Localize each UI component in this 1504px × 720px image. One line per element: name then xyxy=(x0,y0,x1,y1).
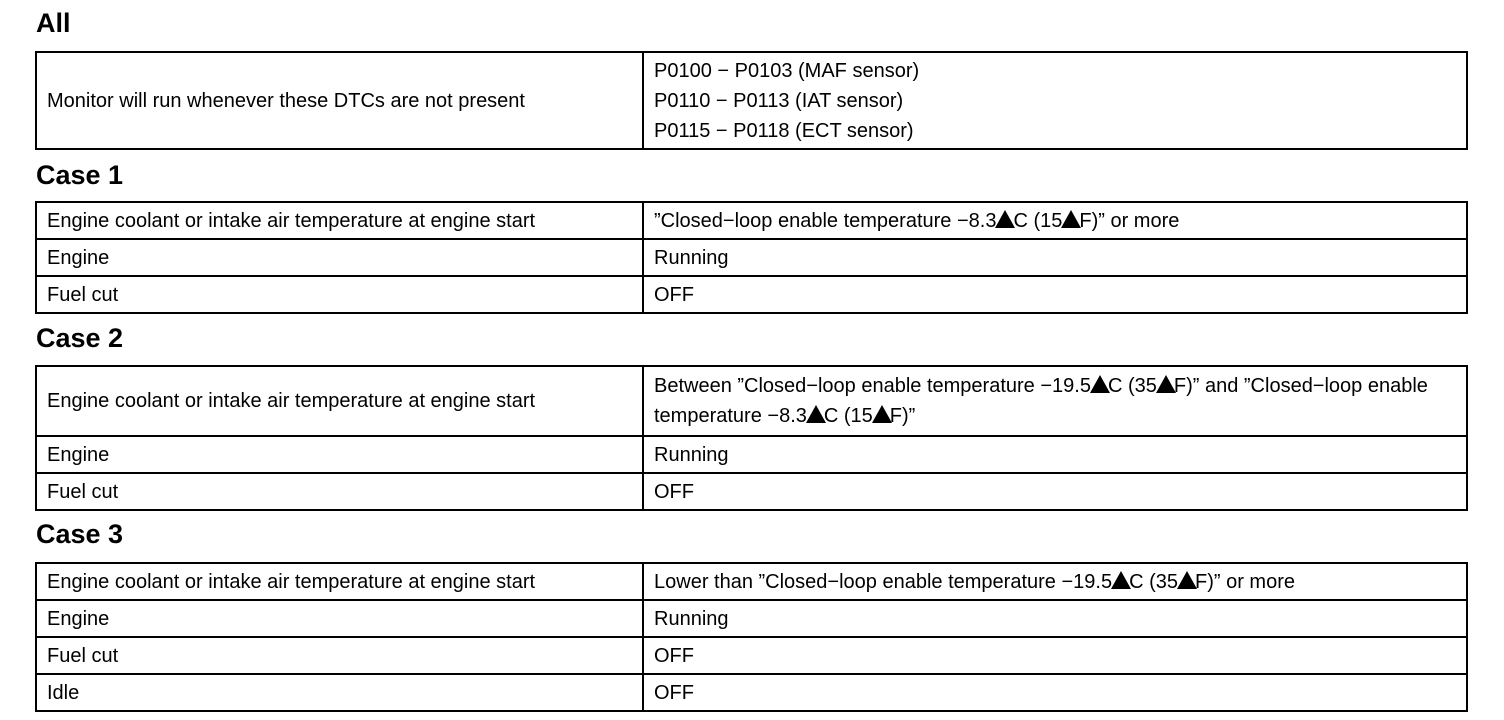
condition-label: Fuel cut xyxy=(36,473,643,510)
table-row xyxy=(36,52,1467,149)
condition-label: Engine xyxy=(36,436,643,473)
condition-value: Running xyxy=(643,600,1467,637)
condition-value: OFF xyxy=(643,637,1467,674)
conditions-table-all xyxy=(35,51,1468,150)
table-row xyxy=(36,674,1467,711)
condition-label: Engine coolant or intake air temperature at engine start xyxy=(36,366,643,436)
value-text: F)” or more xyxy=(1079,209,1180,232)
condition-label: Engine xyxy=(36,600,643,637)
table-row xyxy=(36,637,1467,674)
table-row xyxy=(36,276,1467,313)
section-heading-case-1: Case 1 xyxy=(36,160,124,190)
conditions-table-case-3 xyxy=(35,562,1468,712)
conditions-table-case-2 xyxy=(35,365,1468,511)
condition-value xyxy=(643,366,1467,436)
condition-value: OFF xyxy=(643,276,1467,313)
section-heading-all: All xyxy=(36,8,71,38)
degree-glyph-icon xyxy=(806,405,826,423)
conditions-table-case-1 xyxy=(35,201,1468,314)
value-text: C (15 xyxy=(1013,209,1063,232)
condition-label: Monitor will run whenever these DTCs are not present xyxy=(36,52,643,149)
degree-glyph-icon xyxy=(1177,571,1197,589)
table-row xyxy=(36,436,1467,473)
value-text: Between ”Closed−loop enable temperature −19.5 xyxy=(654,375,1091,397)
table-row xyxy=(36,239,1467,276)
value-text: C (35 xyxy=(1129,570,1178,593)
condition-value: OFF xyxy=(643,473,1467,510)
section-heading-case-2: Case 2 xyxy=(36,323,124,353)
condition-label: Fuel cut xyxy=(36,637,643,674)
condition-label: Engine xyxy=(36,239,643,276)
condition-label: Engine coolant or intake air temperature at engine start xyxy=(36,563,643,600)
value-text: C (35 xyxy=(1107,375,1157,397)
condition-value xyxy=(643,563,1467,600)
table-row xyxy=(36,473,1467,510)
value-text: ”Closed−loop enable temperature −8.3 xyxy=(654,209,997,232)
condition-value: Running xyxy=(643,239,1467,276)
degree-glyph-icon xyxy=(872,405,892,423)
table-row xyxy=(36,600,1467,637)
condition-label: Fuel cut xyxy=(36,276,643,313)
dtc-range-ect: P0115 − P0118 (ECT sensor) xyxy=(654,119,914,142)
dtc-range-maf: P0100 − P0103 (MAF sensor) xyxy=(654,59,920,82)
condition-value xyxy=(643,52,1467,149)
table-row xyxy=(36,202,1467,239)
value-text: Lower than ”Closed−loop enable temperature −19.5 xyxy=(654,570,1113,593)
value-text: F)” xyxy=(889,405,916,427)
condition-label: Idle xyxy=(36,674,643,711)
value-text: F)” and ”Closed−loop enable temperature −8.3 xyxy=(654,375,1428,427)
section-heading-case-3: Case 3 xyxy=(36,519,124,549)
dtc-range-iat: P0110 − P0113 (IAT sensor) xyxy=(654,89,904,112)
value-text: F)” or more xyxy=(1195,570,1295,593)
table-row xyxy=(36,366,1467,436)
condition-value: Running xyxy=(643,436,1467,473)
value-text: C (15 xyxy=(823,405,873,427)
condition-value xyxy=(643,202,1467,239)
degree-glyph-icon xyxy=(1156,375,1176,393)
condition-value: OFF xyxy=(643,674,1467,711)
degree-glyph-icon xyxy=(1090,375,1110,393)
table-row xyxy=(36,563,1467,600)
condition-label: Engine coolant or intake air temperature at engine start xyxy=(36,202,643,239)
